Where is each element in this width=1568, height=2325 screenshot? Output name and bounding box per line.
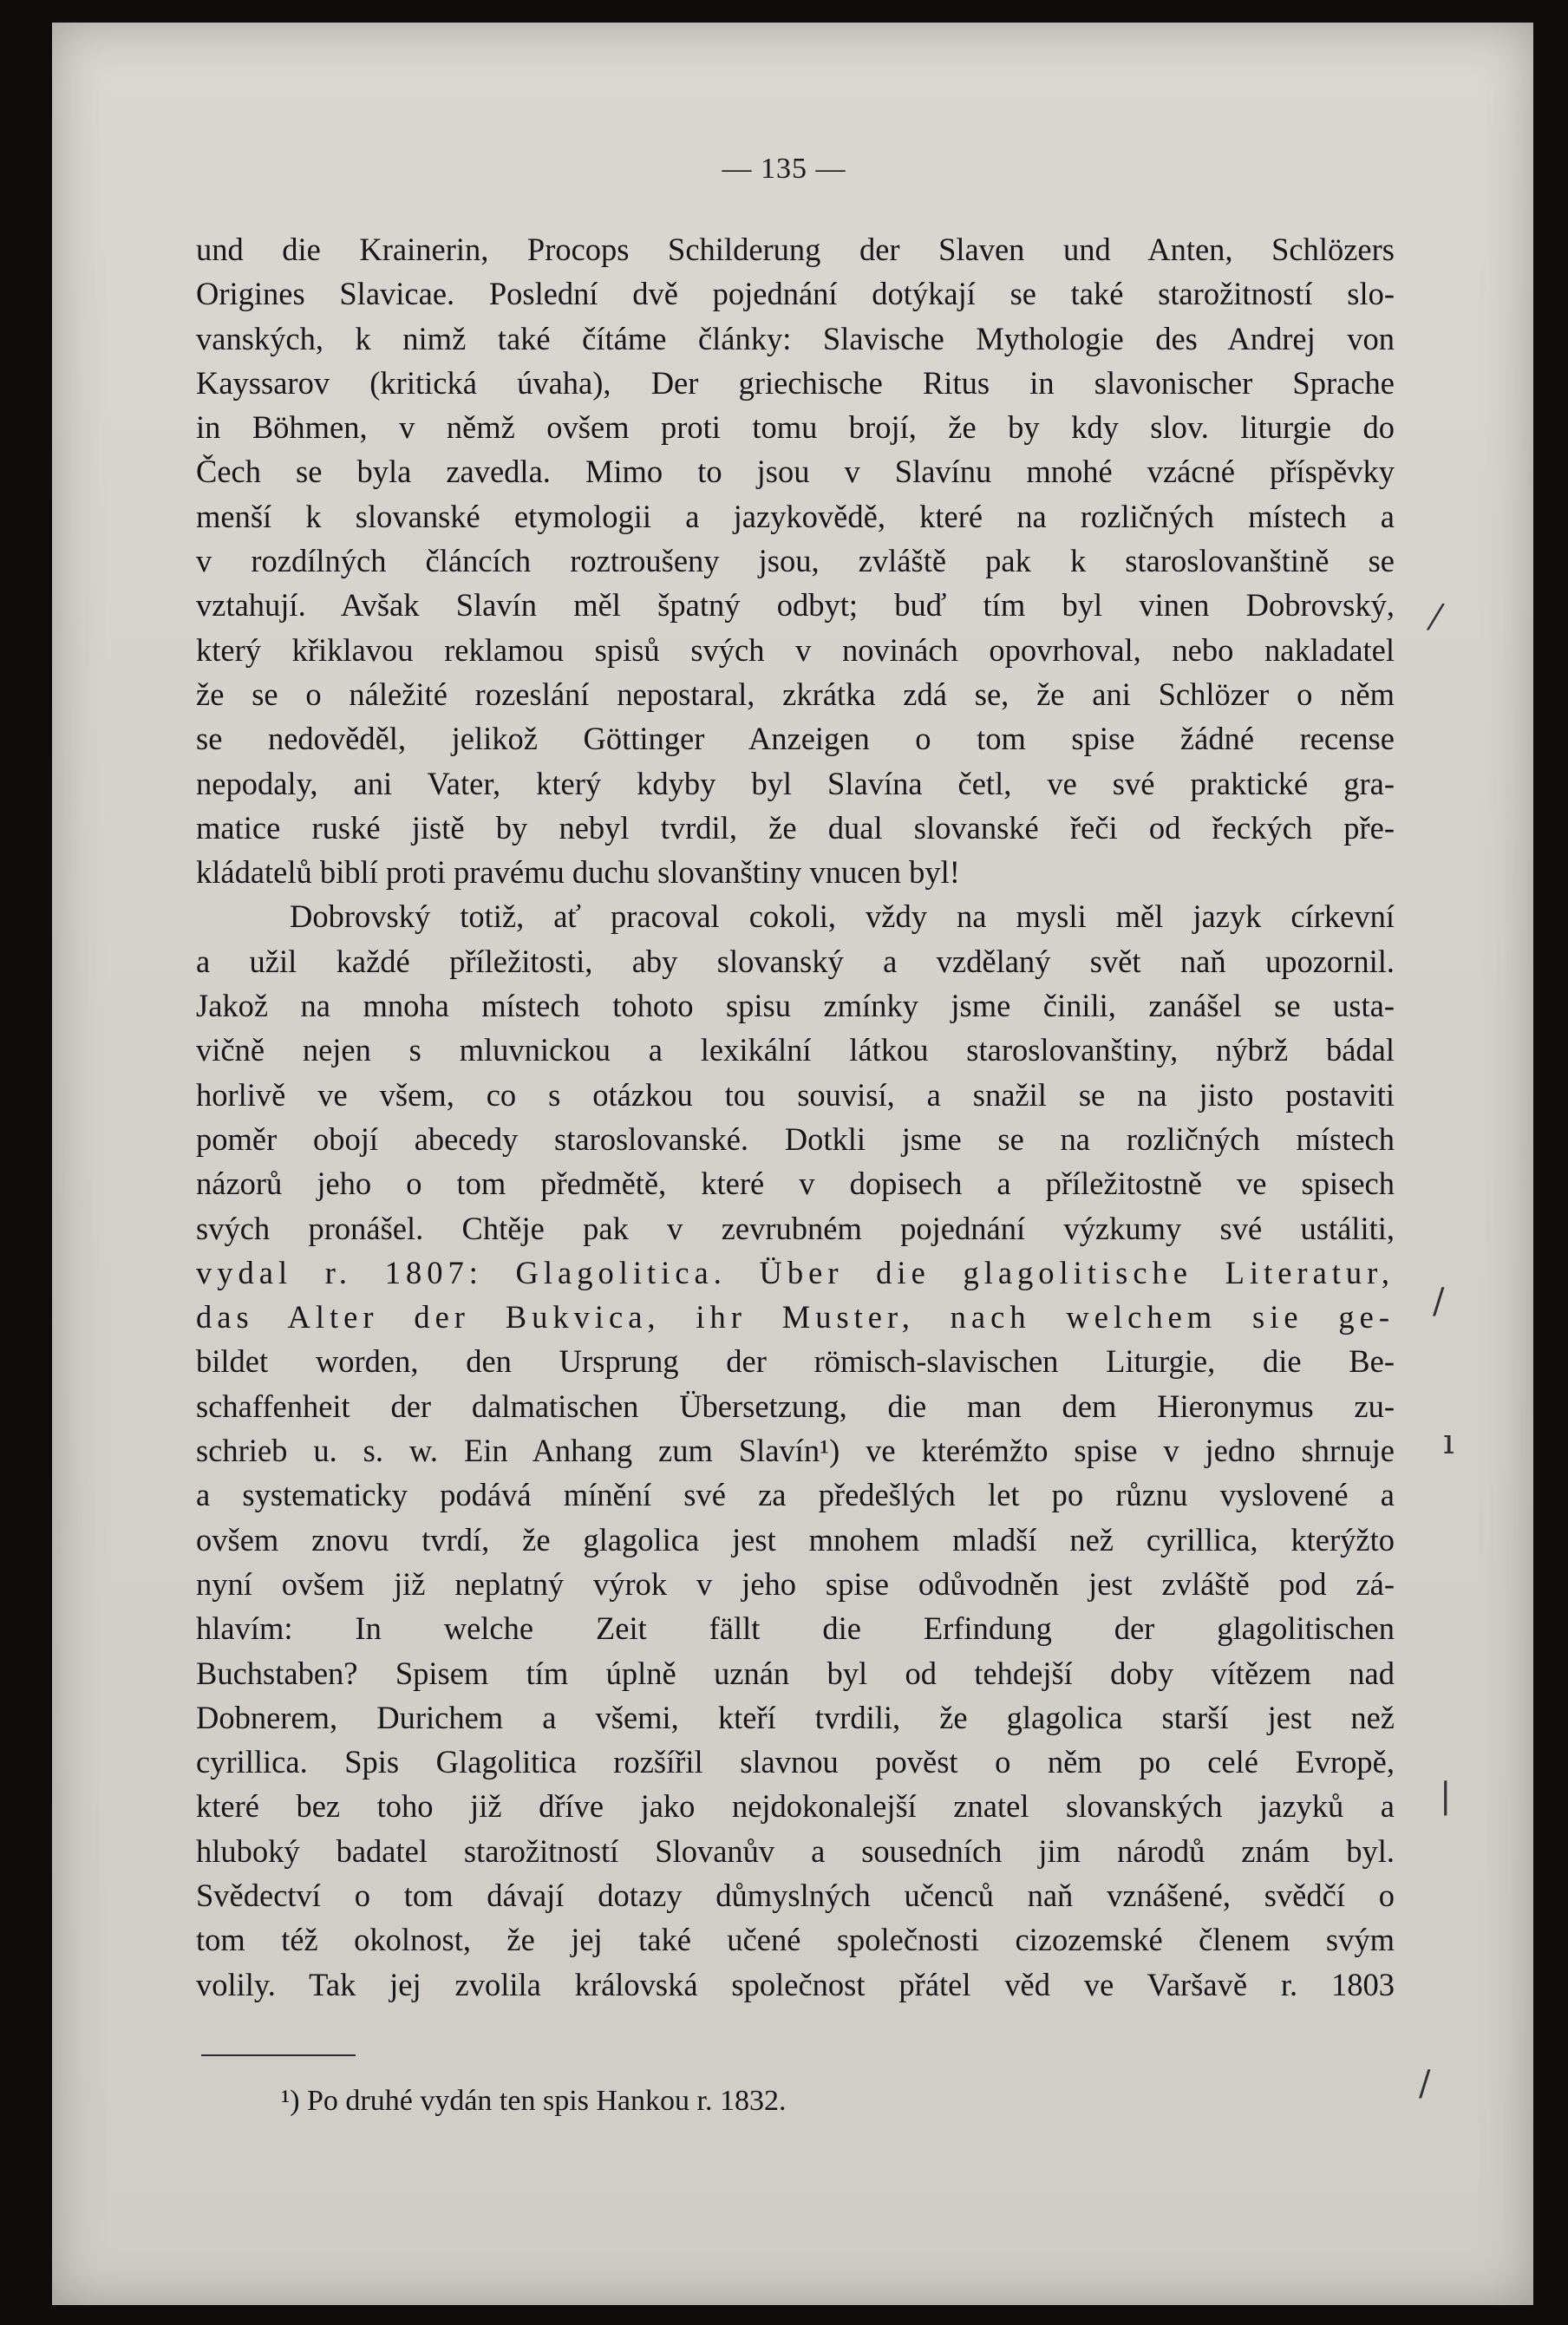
text-line: se nedověděl, jelikož Göttinger Anzeigen o tom spise žádné recense (196, 721, 1395, 757)
text-line: schaffenheit der dalmatischen Übersetzung, die man dem Hieronymus zu- (196, 1388, 1395, 1424)
text-line: bildet worden, den Ursprung der römisch-slavischen Liturgie, die Be- (196, 1343, 1395, 1380)
margin-mark: ⁄ (1433, 598, 1439, 638)
footnote-rule (201, 2054, 356, 2056)
text-line: Kayssarov (kritická úvaha), Der griechische Ritus in slavonischer Sprache (196, 364, 1395, 401)
paragraph-1 (196, 227, 1395, 894)
text-line: vztahují. Avšak Slavín měl špatný odbyt; buď tím byl vinen Dobrovský, (196, 587, 1395, 624)
text-line: matice ruské jistě by nebyl tvrdil, že dual slovanské řeči od řeckých pře- (196, 809, 1395, 846)
text-line: kládatelů biblí proti pravému duchu slovanštiny vnucen byl! (196, 854, 960, 891)
text-line: že se o náležité rozeslání nepostaral, zkrátka zdá se, že ani Schlözer o něm (196, 676, 1395, 712)
text-line: vanských, k nimž také čítáme články: Slavische Mythologie des Andrej von (196, 320, 1395, 356)
text-line: názorů jeho o tom předmětě, které v dopisech a příležitostně ve spisech (196, 1166, 1395, 1202)
body-text (196, 227, 1395, 2007)
text-line: svých pronášel. Chtěje pak v zevrubném pojednání výzkumy své ustáliti, (196, 1210, 1395, 1246)
text-line: hlavím: In welche Zeit fällt die Erfindung der glagolitischen (196, 1610, 1395, 1647)
page-number: — 135 — (722, 153, 846, 185)
text-line: ovšem znovu tvrdí, že glagolica jest mnohem mladší než cyrillica, kterýžto (196, 1521, 1395, 1558)
paragraph-2 (196, 894, 1395, 2006)
text-line: v rozdílných článcích roztroušeny jsou, zvláště pak k staroslovanštině se (196, 543, 1395, 579)
text-line: Svědectví o tom dávají dotazy důmyslných učenců naň vznášené, svědčí o (196, 1877, 1395, 1913)
text-line: a systematicky podává mínění své za předešlých let po různu vyslovené a (196, 1477, 1395, 1513)
text-line: cyrillica. Spis Glagolitica rozšířil slavnou pověst o něm po celé Evropě, (196, 1744, 1395, 1780)
text-line: Origines Slavicae. Poslední dvě pojednání dotýkají se také starožitností slo- (196, 276, 1395, 312)
text-line: Dobnerem, Durichem a všemi, kteří tvrdili, že glagolica starší jest než (196, 1699, 1395, 1735)
text-line: horlivě ve všem, co s otázkou tou souvisí, a snažil se na jisto postaviti (196, 1076, 1395, 1113)
text-line: Dobrovský totiž, ať pracoval cokoli, vždy na mysli měl jazyk církevní (290, 898, 1395, 935)
text-line: das Alter der Bukvica, ihr Muster, nach welchem sie ge- (196, 1299, 1395, 1336)
text-line: vydal r. 1807: Glagolitica. Über die glagolitische Literatur, (196, 1254, 1395, 1290)
text-line: které bez toho již dříve jako nejdokonalejší znatel slovanských jazyků a (196, 1788, 1395, 1825)
footnote: ¹) Po druhé vydán ten spis Hankou r. 1832. (281, 2085, 787, 2117)
text-line: menší k slovanské etymologii a jazykovědě, které na rozličných místech a (196, 498, 1395, 534)
text-line: in Böhmen, v němž ovšem proti tomu brojí, že by kdy slov. liturgie do (196, 409, 1395, 446)
text-line: nyní ovšem již neplatný výrok v jeho spise odůvodněn jest zvláště pod zá- (196, 1565, 1395, 1602)
margin-mark: / (1419, 2064, 1431, 2104)
text-line: Jakož na mnoha místech tohoto spisu zmínky jsme činili, zanášel se usta- (196, 988, 1395, 1024)
text-line: volily. Tak jej zvolila královská společnost přátel věd ve Varšavě r. 1803 (196, 1966, 1395, 2002)
text-line: Čech se byla zavedla. Mimo to jsou v Slavínu mnohé vzácné příspěvky (196, 454, 1395, 490)
text-line: Buchstaben? Spisem tím úplně uznán byl od tehdejší doby vítězem nad (196, 1655, 1395, 1691)
margin-mark: ı (1443, 1422, 1454, 1462)
margin-mark: / (1433, 1282, 1445, 1322)
text-line: und die Krainerin, Procops Schilderung der Slaven und Anten, Schlözers (196, 232, 1395, 267)
text-line: hluboký badatel starožitností Slovanův a sousedních jim národů znám byl. (196, 1832, 1395, 1869)
text-line: který křiklavou reklamou spisů svých v novinách opovrhoval, nebo nakladatel (196, 631, 1395, 668)
text-line: nepodaly, ani Vater, který kdyby byl Slavína četl, ve své praktické gra- (196, 765, 1395, 801)
margin-mark: | (1440, 1776, 1452, 1816)
text-line: vičně nejen s mluvnickou a lexikální látkou staroslovanštiny, nýbrž bádal (196, 1032, 1395, 1068)
text-line: a užil každé příležitosti, aby slovanský a vzdělaný svět naň upozornil. (196, 943, 1395, 979)
text-line: poměr obojí abecedy staroslovanské. Dotkli jsme se na rozličných místech (196, 1120, 1395, 1157)
text-line: tom též okolnost, že jej také učené společnosti cizozemské členem svým (196, 1922, 1395, 1958)
text-line: schrieb u. s. w. Ein Anhang zum Slavín¹) ve kterémžto spise v jedno shrnuje (196, 1433, 1395, 1469)
